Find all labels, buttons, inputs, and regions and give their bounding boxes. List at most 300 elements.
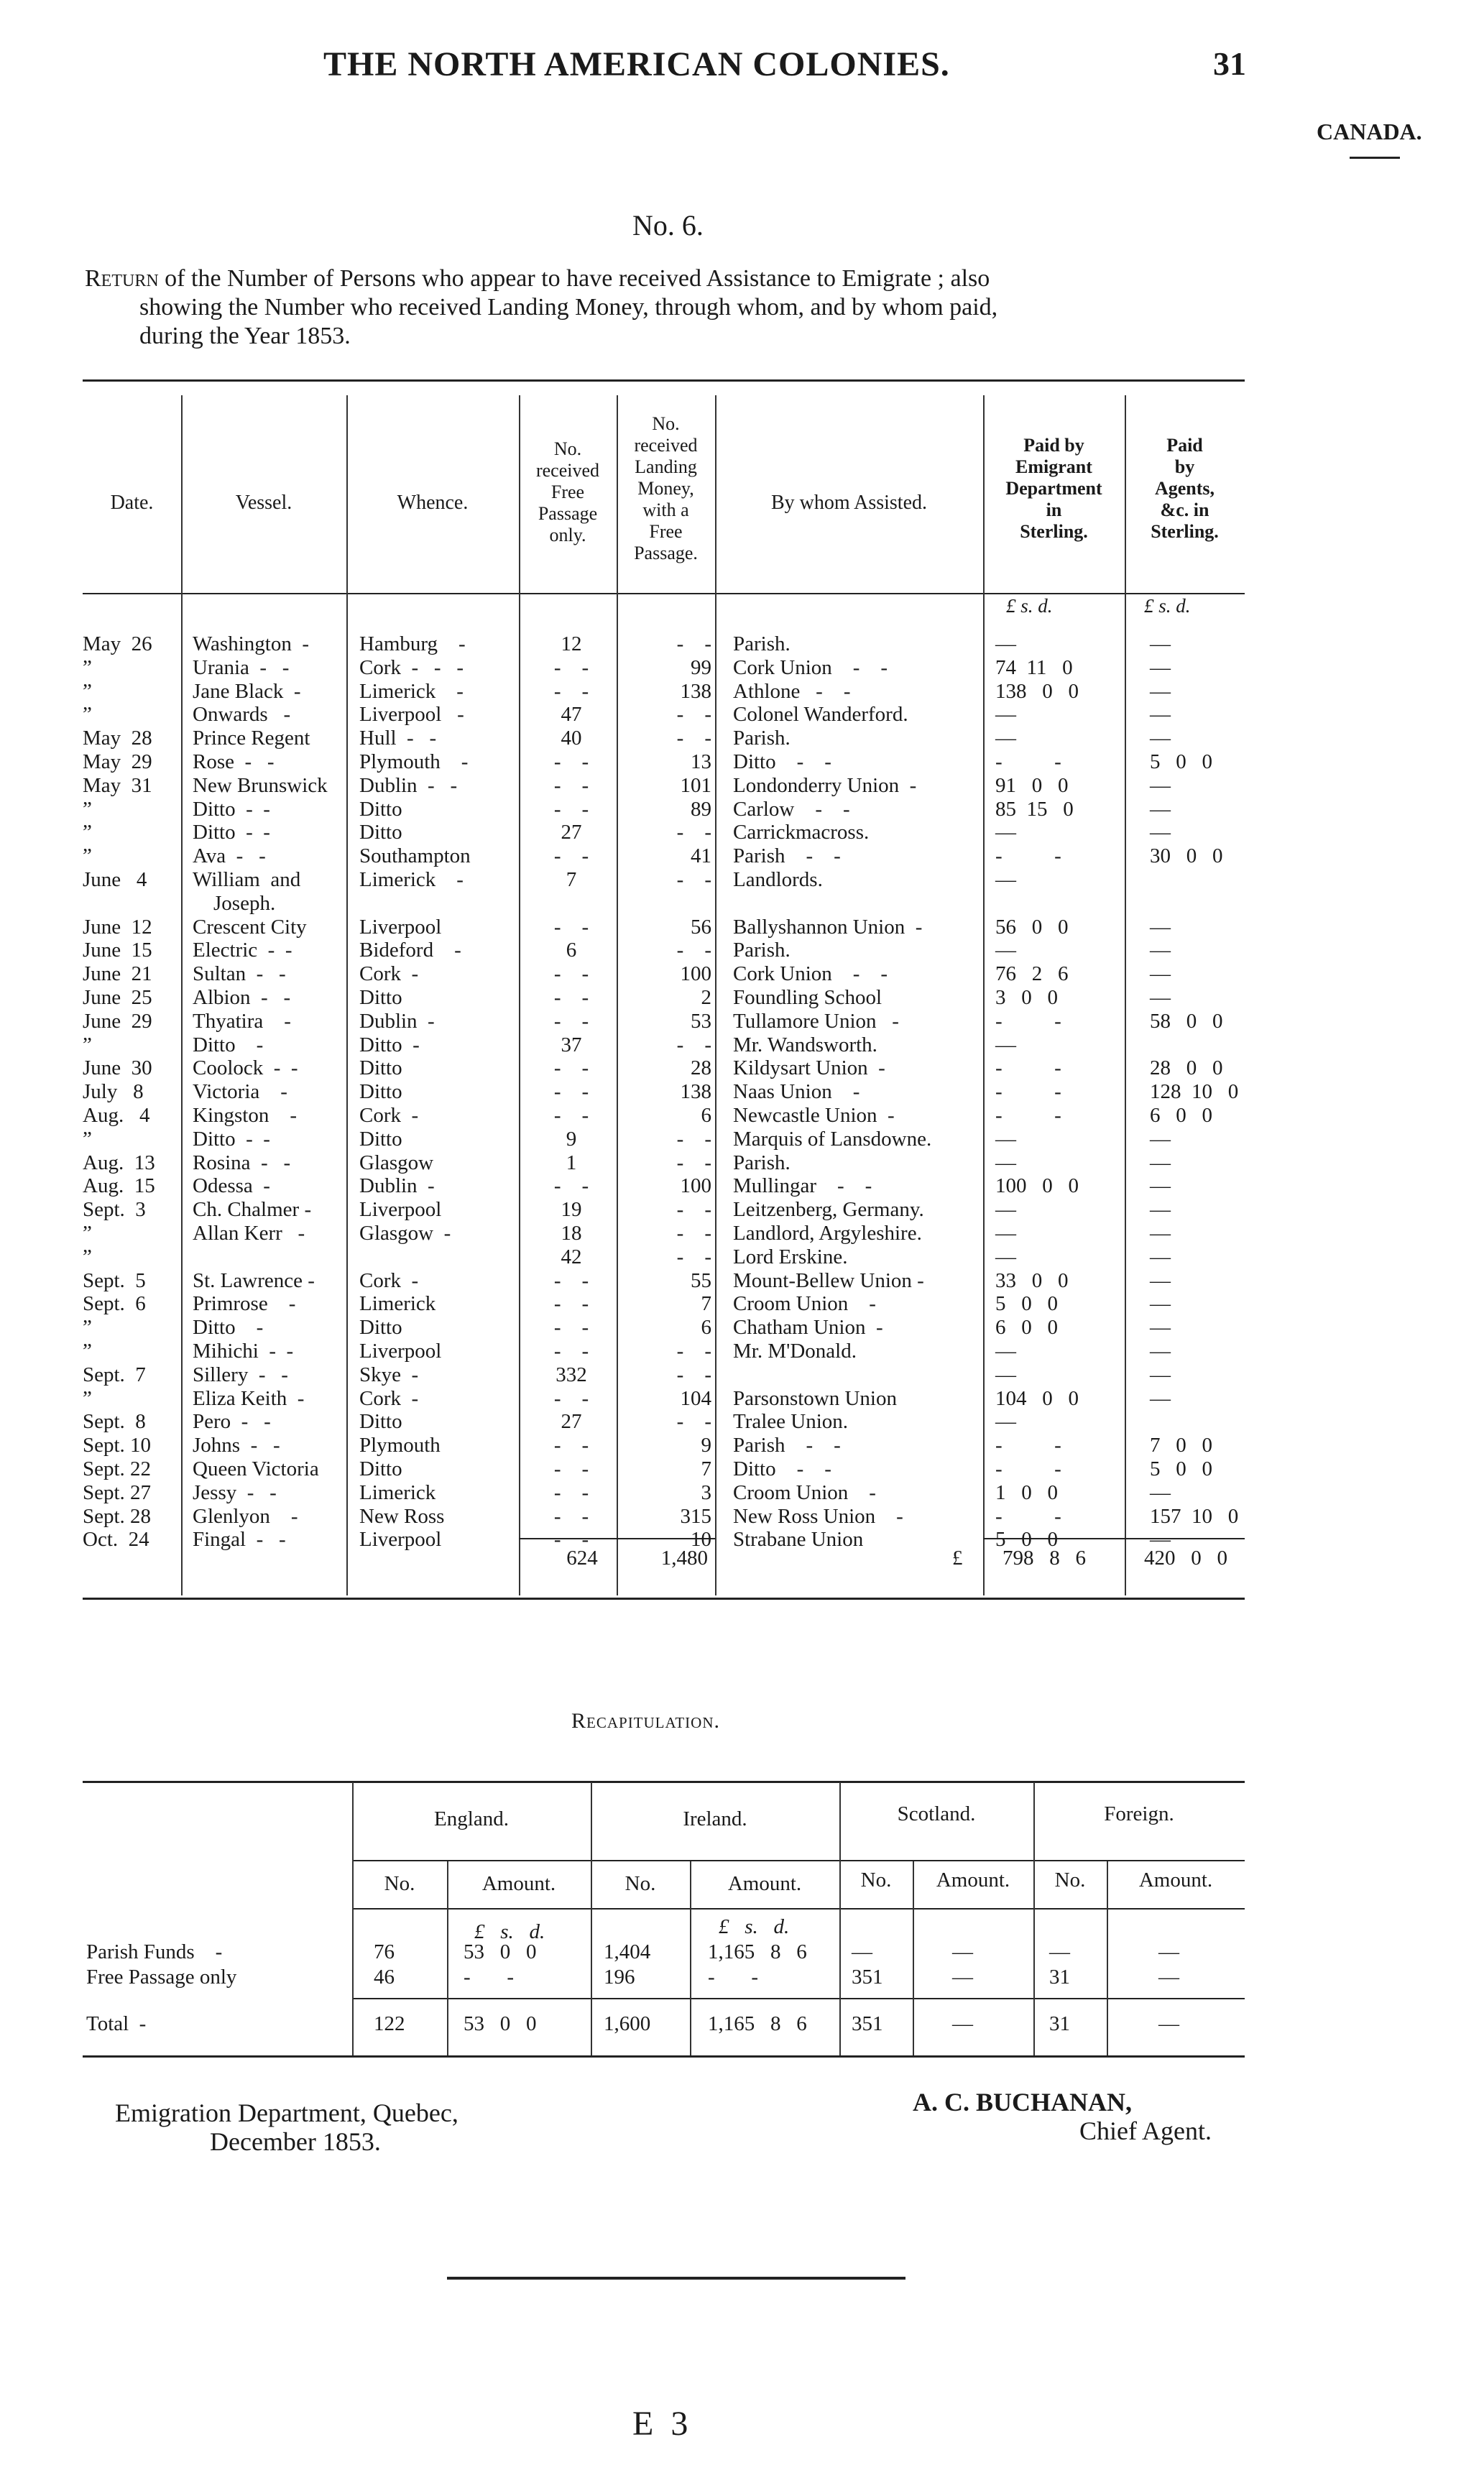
- cell-date: ”: [83, 1127, 92, 1151]
- recap-cell-label: Total -: [86, 2012, 147, 2035]
- header-by-whom: By whom Assisted.: [770, 492, 928, 514]
- hdr-agent-line: Sterling.: [1151, 521, 1219, 542]
- cell-paid: —: [995, 821, 1016, 844]
- cell-vessel: Ch. Chalmer -: [193, 1198, 312, 1222]
- cell-free: - -: [553, 1268, 589, 1292]
- cell-paid: —: [995, 1127, 1016, 1151]
- cell-land: - -: [676, 1151, 711, 1174]
- cell-land: - -: [676, 727, 711, 750]
- cell-by: Landlords.: [733, 868, 823, 891]
- hdr-free-line: Free: [550, 482, 585, 502]
- cell-paid: 91 0 0: [995, 773, 1069, 797]
- cell-vessel: New Brunswick: [193, 773, 328, 797]
- cell-paid: —: [995, 1033, 1016, 1056]
- recap-cell-eng_amt: 53 0 0: [464, 1940, 537, 1963]
- cell-free: 7: [566, 868, 577, 891]
- recap-sub-rule: [352, 1908, 1245, 1910]
- cell-by: Strabane Union: [733, 1528, 864, 1552]
- cell-land: 53: [691, 1009, 711, 1033]
- cell-free: 332: [556, 1363, 587, 1386]
- cell-vessel: Ditto - -: [193, 1127, 270, 1151]
- hdr-paid-line: Emigrant: [1015, 456, 1092, 477]
- cell-whence: Cork - - -: [359, 655, 464, 679]
- cell-vessel: Ava - -: [193, 844, 266, 868]
- cell-land: 2: [701, 986, 711, 1009]
- cell-land: - -: [676, 939, 711, 962]
- cell-whence: Limerick -: [359, 868, 464, 891]
- cell-date: Sept. 22: [83, 1457, 152, 1480]
- cell-paid: —: [995, 703, 1016, 727]
- total-paid-agents: 420 0 0: [1144, 1547, 1227, 1570]
- recap-sub-ire-amt: Amount.: [727, 1872, 802, 1895]
- cell-whence: Cork -: [359, 1268, 419, 1292]
- recap-cell-for_no: —: [1049, 1940, 1070, 1963]
- cell-date: Sept. 28: [83, 1504, 152, 1528]
- cell-vessel: Allan Kerr -: [193, 1222, 305, 1245]
- cell-paid: 3 0 0: [995, 986, 1058, 1009]
- table-row: [0, 1128, 1484, 1151]
- cell-vessel: Electric - -: [193, 939, 292, 962]
- return-description: [85, 264, 1263, 351]
- table-row: [0, 1434, 1484, 1457]
- cell-free: - -: [553, 1104, 589, 1127]
- cell-agent: —: [1150, 1292, 1171, 1316]
- table-row: [0, 1505, 1484, 1528]
- cell-date: June 30: [83, 1056, 152, 1080]
- cell-date: Aug. 4: [83, 1104, 150, 1127]
- cell-agent: 6 0 0: [1150, 1104, 1212, 1127]
- table-row: [0, 986, 1484, 1009]
- hdr-land-line: received: [634, 435, 698, 456]
- cell-by: Carlow - -: [733, 797, 850, 821]
- cell-paid: - -: [995, 844, 1061, 868]
- table-row: [0, 1151, 1484, 1174]
- cell-agent: —: [1150, 773, 1171, 797]
- hdr-land-line: Passage.: [634, 543, 698, 563]
- cell-by: Tralee Union.: [733, 1410, 849, 1434]
- table-row: [0, 1198, 1484, 1221]
- cell-vessel: Onwards -: [193, 703, 291, 727]
- cell-free: - -: [553, 1340, 589, 1363]
- hdr-free-line: Passage: [538, 503, 598, 524]
- cell-date: June 25: [83, 986, 152, 1009]
- hdr-land-line: No.: [652, 413, 680, 434]
- cell-vessel: Kingston -: [193, 1104, 297, 1127]
- cell-whence: Limerick: [359, 1292, 436, 1316]
- cell-land: 6: [701, 1104, 711, 1127]
- header-paid-agents: [1125, 435, 1245, 543]
- recap-cell-sco_amt: —: [952, 1966, 973, 1989]
- cell-vessel: Albion - -: [193, 986, 291, 1009]
- cell-whence: Ditto: [359, 1080, 402, 1104]
- cell-by: Tullamore Union -: [733, 1009, 899, 1033]
- cell-free: - -: [553, 1386, 589, 1410]
- cell-date: Sept. 5: [83, 1268, 146, 1292]
- cell-vessel: Mihichi - -: [193, 1340, 294, 1363]
- recap-units-england: £ s. d.: [474, 1920, 545, 1943]
- cell-by: Croom Union -: [733, 1480, 876, 1504]
- recap-cell-for_amt: —: [1158, 1940, 1179, 1963]
- hdr-paid-line: Sterling.: [1020, 521, 1088, 542]
- cell-paid: —: [995, 1410, 1016, 1434]
- cell-whence: Liverpool: [359, 915, 442, 939]
- cell-date: Sept. 27: [83, 1480, 152, 1504]
- recap-sub-eng-amt: Amount.: [481, 1872, 556, 1895]
- page-number: 31: [1213, 45, 1246, 82]
- cell-free: - -: [553, 797, 589, 821]
- cell-whence: Hull - -: [359, 727, 437, 750]
- recap-cell-for_amt: —: [1158, 1966, 1179, 1989]
- signer-title: Chief Agent.: [1079, 2116, 1212, 2145]
- cell-date: ”: [83, 1316, 92, 1340]
- recap-cell-eng_no: 46: [374, 1966, 395, 1989]
- cell-whence: Plymouth -: [359, 750, 469, 773]
- cell-land: - -: [676, 1127, 711, 1151]
- cell-by: Parsonstown Union: [733, 1386, 897, 1410]
- recap-cell-label: Free Passage only: [86, 1966, 237, 1989]
- cell-by: Lord Erskine.: [733, 1245, 848, 1268]
- cell-date: ”: [83, 1386, 92, 1410]
- cell-date: ”: [83, 679, 92, 703]
- cell-free: - -: [553, 1480, 589, 1504]
- table-row: [0, 821, 1484, 844]
- cell-paid: —: [995, 1340, 1016, 1363]
- hdr-agent-line: Agents,: [1154, 478, 1215, 499]
- cell-agent: —: [1150, 962, 1171, 986]
- cell-vessel: Sillery - -: [193, 1363, 288, 1386]
- cell-paid: - -: [995, 1009, 1061, 1033]
- cell-paid: 85 15 0: [995, 797, 1074, 821]
- cell-vessel: Rose - -: [193, 750, 275, 773]
- cell-vessel: Ditto - -: [193, 797, 270, 821]
- recap-bottom-rule: [83, 2055, 1245, 2058]
- cell-agent: —: [1150, 797, 1171, 821]
- cell-vessel: Johns - -: [193, 1434, 280, 1457]
- cell-vessel: Pero - -: [193, 1410, 271, 1434]
- table-row: [0, 916, 1484, 939]
- cell-free: 9: [566, 1127, 577, 1151]
- cell-vessel: Glenlyon -: [193, 1504, 298, 1528]
- recap-cell-ire_amt: - -: [708, 1966, 759, 1989]
- table-row: [0, 632, 1484, 655]
- total-paid-department: 798 8 6: [1003, 1547, 1086, 1570]
- table-row: [0, 750, 1484, 773]
- cell-agent: —: [1150, 727, 1171, 750]
- table-top-rule: [83, 379, 1245, 382]
- table-row: [0, 1292, 1484, 1315]
- header-vessel: Vessel.: [235, 492, 292, 514]
- cell-land: - -: [676, 1222, 711, 1245]
- cell-land: - -: [676, 1033, 711, 1056]
- cell-land: - -: [676, 1363, 711, 1386]
- cell-agent: —: [1150, 1386, 1171, 1410]
- cell-whence: Cork -: [359, 1104, 419, 1127]
- table-row: [0, 680, 1484, 703]
- cell-paid: —: [995, 727, 1016, 750]
- cell-whence: Ditto: [359, 797, 402, 821]
- cell-whence: Ditto -: [359, 1033, 420, 1056]
- total-landing: 1,480: [660, 1547, 708, 1570]
- cell-by: Cork Union - -: [733, 962, 888, 986]
- cell-free: - -: [553, 1174, 589, 1198]
- table-row: [0, 962, 1484, 985]
- recap-group-rule: [352, 1860, 1245, 1861]
- cell-agent: 58 0 0: [1150, 1009, 1223, 1033]
- cell-agent: —: [1150, 915, 1171, 939]
- cell-free: - -: [553, 1434, 589, 1457]
- cell-paid: - -: [995, 1504, 1061, 1528]
- table-row: [0, 1457, 1484, 1480]
- cell-by: Parish.: [733, 632, 791, 655]
- table-row: [0, 1363, 1484, 1386]
- cell-land: 7: [701, 1292, 711, 1316]
- cell-agent: —: [1150, 1480, 1171, 1504]
- cell-free: - -: [553, 1080, 589, 1104]
- cell-agent: 7 0 0: [1150, 1434, 1212, 1457]
- cell-date: June 12: [83, 915, 152, 939]
- cell-paid: - -: [995, 1056, 1061, 1080]
- cell-free: 27: [561, 821, 582, 844]
- cell-free: - -: [553, 1292, 589, 1316]
- cell-paid: - -: [995, 1104, 1061, 1127]
- cell-free: 42: [561, 1245, 582, 1268]
- table-row: [0, 939, 1484, 962]
- cell-agent: —: [1150, 1340, 1171, 1363]
- cell-land: 7: [701, 1457, 711, 1480]
- cell-vessel: Prince Regent: [193, 727, 310, 750]
- cell-whence: Ditto: [359, 1316, 402, 1340]
- units-agents: £ s. d.: [1144, 595, 1191, 617]
- cell-by: Mr. M'Donald.: [733, 1340, 857, 1363]
- cell-vessel: Ditto -: [193, 1033, 264, 1056]
- cell-agent: —: [1150, 1174, 1171, 1198]
- cell-whence: Liverpool: [359, 1340, 442, 1363]
- cell-land: - -: [676, 632, 711, 655]
- cell-agent: —: [1150, 1127, 1171, 1151]
- recap-cell-sco_no: —: [852, 1940, 872, 1963]
- cell-whence: Cork -: [359, 1386, 419, 1410]
- header-paid-department: [983, 435, 1125, 543]
- recap-cell-sco_no: 351: [852, 2012, 883, 2035]
- cell-paid: 74 11 0: [995, 655, 1073, 679]
- cell-land: 56: [691, 915, 711, 939]
- cell-date: June 15: [83, 939, 152, 962]
- table-row: [0, 1410, 1484, 1433]
- recap-units-ireland: £ s. d.: [719, 1915, 790, 1938]
- cell-whence: Liverpool: [359, 1528, 442, 1552]
- recap-group-scotland: Scotland.: [897, 1802, 976, 1825]
- cell-vessel: Primrose -: [193, 1292, 296, 1316]
- cell-whence: New Ross: [359, 1504, 445, 1528]
- cell-vessel: Victoria -: [193, 1080, 287, 1104]
- office-line-1: Emigration Department, Quebec,: [115, 2099, 458, 2127]
- hdr-free-line: only.: [549, 525, 586, 545]
- cell-by: Kildysart Union -: [733, 1056, 885, 1080]
- return-line-1: of the Number of Persons who appear to have received Assistance to Emigrate ; also: [165, 265, 990, 292]
- table-row: [0, 868, 1484, 891]
- cell-whence: Hamburg -: [359, 632, 466, 655]
- cell-date: ”: [83, 821, 92, 844]
- table-row: [0, 1222, 1484, 1245]
- return-line-2: showing the Number who received Landing Money, through whom, and by whom paid,: [139, 294, 998, 321]
- office-line-2: December 1853.: [210, 2127, 381, 2156]
- cell-vessel: Washington -: [193, 632, 309, 655]
- cell-free: - -: [553, 1316, 589, 1340]
- cell-by: Parish.: [733, 939, 791, 962]
- cell-paid: —: [995, 1222, 1016, 1245]
- cell-land: 138: [680, 679, 711, 703]
- cell-land: 315: [680, 1504, 711, 1528]
- cell-agent: —: [1150, 986, 1171, 1009]
- cell-whence: Ditto: [359, 986, 402, 1009]
- colony-label: CANADA.: [1317, 119, 1422, 144]
- cell-whence: Skye -: [359, 1363, 419, 1386]
- table-bottom-rule: [83, 1598, 1245, 1600]
- recap-cell-for_no: 31: [1049, 1966, 1070, 1989]
- cell-date: ”: [83, 1340, 92, 1363]
- cell-free: - -: [553, 1457, 589, 1480]
- cell-vessel: St. Lawrence -: [193, 1268, 315, 1292]
- cell-whence: Ditto: [359, 1457, 402, 1480]
- table-row: [0, 1340, 1484, 1363]
- cell-date: Sept. 8: [83, 1410, 146, 1434]
- table-row: [0, 656, 1484, 679]
- cell-vessel: Fingal - -: [193, 1528, 286, 1552]
- cell-whence: Glasgow: [359, 1151, 434, 1174]
- cell-by: Leitzenberg, Germany.: [733, 1198, 924, 1222]
- cell-agent: —: [1150, 1316, 1171, 1340]
- cell-by: Marquis of Lansdowne.: [733, 1127, 932, 1151]
- cell-date: Aug. 15: [83, 1174, 155, 1198]
- cell-land: 10: [691, 1528, 711, 1552]
- recap-cell-ire_no: 196: [604, 1966, 635, 1989]
- table-row: [0, 1528, 1484, 1551]
- header-date: Date.: [110, 492, 154, 514]
- cell-whence: Dublin - -: [359, 773, 458, 797]
- cell-vessel: Rosina - -: [193, 1151, 291, 1174]
- cell-agent: —: [1150, 703, 1171, 727]
- cell-agent: 128 10 0: [1150, 1080, 1239, 1104]
- cell-vessel: Jane Black -: [193, 679, 301, 703]
- cell-free: - -: [553, 962, 589, 986]
- cell-vessel: Queen Victoria: [193, 1457, 319, 1480]
- recap-group-foreign: Foreign.: [1104, 1802, 1174, 1825]
- recap-cell-ire_amt: 1,165 8 6: [708, 2012, 807, 2035]
- recap-cell-for_no: 31: [1049, 2012, 1070, 2035]
- cell-vessel: Joseph.: [193, 891, 276, 915]
- cell-free: 19: [561, 1198, 582, 1222]
- cell-paid: 104 0 0: [995, 1386, 1079, 1410]
- cell-paid: 5 0 0: [995, 1292, 1058, 1316]
- cell-whence: Dublin -: [359, 1174, 435, 1198]
- cell-free: - -: [553, 1009, 589, 1033]
- cell-agent: 157 10 0: [1150, 1504, 1239, 1528]
- cell-paid: - -: [995, 1457, 1061, 1480]
- cell-paid: 6 0 0: [995, 1316, 1058, 1340]
- hdr-paid-line: Paid by: [1023, 435, 1084, 456]
- cell-paid: —: [995, 632, 1016, 655]
- cell-date: June 29: [83, 1009, 152, 1033]
- header-free-passage: [519, 438, 617, 546]
- cell-vessel: Ditto -: [193, 1316, 264, 1340]
- cell-whence: Limerick: [359, 1480, 436, 1504]
- cell-agent: —: [1150, 632, 1171, 655]
- recap-sub-for-amt: Amount.: [1138, 1869, 1213, 1892]
- cell-date: May 29: [83, 750, 152, 773]
- recap-cell-eng_no: 122: [374, 2012, 405, 2035]
- recap-cell-ire_no: 1,404: [604, 1940, 651, 1963]
- cell-paid: —: [995, 868, 1016, 891]
- cell-whence: Limerick -: [359, 679, 464, 703]
- recap-sub-sco-amt: Amount.: [936, 1869, 1010, 1892]
- table-row: [0, 1481, 1484, 1504]
- running-title: THE NORTH AMERICAN COLONIES.: [323, 45, 950, 83]
- cell-agent: —: [1150, 939, 1171, 962]
- cell-date: May 28: [83, 727, 152, 750]
- cell-paid: —: [995, 1151, 1016, 1174]
- recap-group-ireland: Ireland.: [683, 1807, 747, 1830]
- recap-sub-for-no: No.: [1054, 1869, 1086, 1892]
- cell-by: Cork Union - -: [733, 655, 888, 679]
- header-landing-money: [617, 413, 715, 564]
- cell-date: Sept. 7: [83, 1363, 146, 1386]
- recap-group-england: England.: [434, 1807, 509, 1830]
- cell-whence: Bideford -: [359, 939, 461, 962]
- cell-land: 6: [701, 1316, 711, 1340]
- cell-whence: Southampton: [359, 844, 471, 868]
- cell-free: 47: [561, 703, 582, 727]
- cell-free: - -: [553, 986, 589, 1009]
- cell-date: ”: [83, 703, 92, 727]
- cell-free: 27: [561, 1410, 582, 1434]
- cell-paid: 1 0 0: [995, 1480, 1058, 1504]
- recap-total-rule: [352, 1998, 1245, 1999]
- cell-by: Chatham Union -: [733, 1316, 883, 1340]
- cell-paid: —: [995, 1245, 1016, 1268]
- office-block: [115, 2099, 458, 2156]
- cell-by: Carrickmacross.: [733, 821, 870, 844]
- cell-agent: —: [1150, 821, 1171, 844]
- cell-free: 12: [561, 632, 582, 655]
- cell-land: 13: [691, 750, 711, 773]
- cell-by: Mount-Bellew Union -: [733, 1268, 924, 1292]
- cell-agent: 5 0 0: [1150, 750, 1212, 773]
- cell-vessel: Jessy - -: [193, 1480, 277, 1504]
- table-row: [0, 1387, 1484, 1410]
- units-department: £ s. d.: [1006, 595, 1053, 617]
- table-row: [0, 1080, 1484, 1103]
- cell-paid: 56 0 0: [995, 915, 1069, 939]
- cell-land: 28: [691, 1056, 711, 1080]
- recap-cell-eng_amt: 53 0 0: [464, 2012, 537, 2035]
- cell-by: Parish.: [733, 1151, 791, 1174]
- table-row: [0, 892, 1484, 915]
- cell-by: New Ross Union -: [733, 1504, 903, 1528]
- cell-agent: —: [1150, 1222, 1171, 1245]
- cell-agent: —: [1150, 1151, 1171, 1174]
- recap-cell-ire_no: 1,600: [604, 2012, 651, 2035]
- cell-by: Landlord, Argyleshire.: [733, 1222, 922, 1245]
- cell-date: May 31: [83, 773, 152, 797]
- cell-agent: —: [1150, 679, 1171, 703]
- cell-free: 6: [566, 939, 577, 962]
- cell-vessel: Sultan - -: [193, 962, 286, 986]
- cell-date: ”: [83, 655, 92, 679]
- signer-block: [913, 2088, 1212, 2145]
- cell-vessel: Thyatira -: [193, 1009, 291, 1033]
- hdr-free-line: No.: [553, 438, 582, 459]
- cell-agent: —: [1150, 1528, 1171, 1552]
